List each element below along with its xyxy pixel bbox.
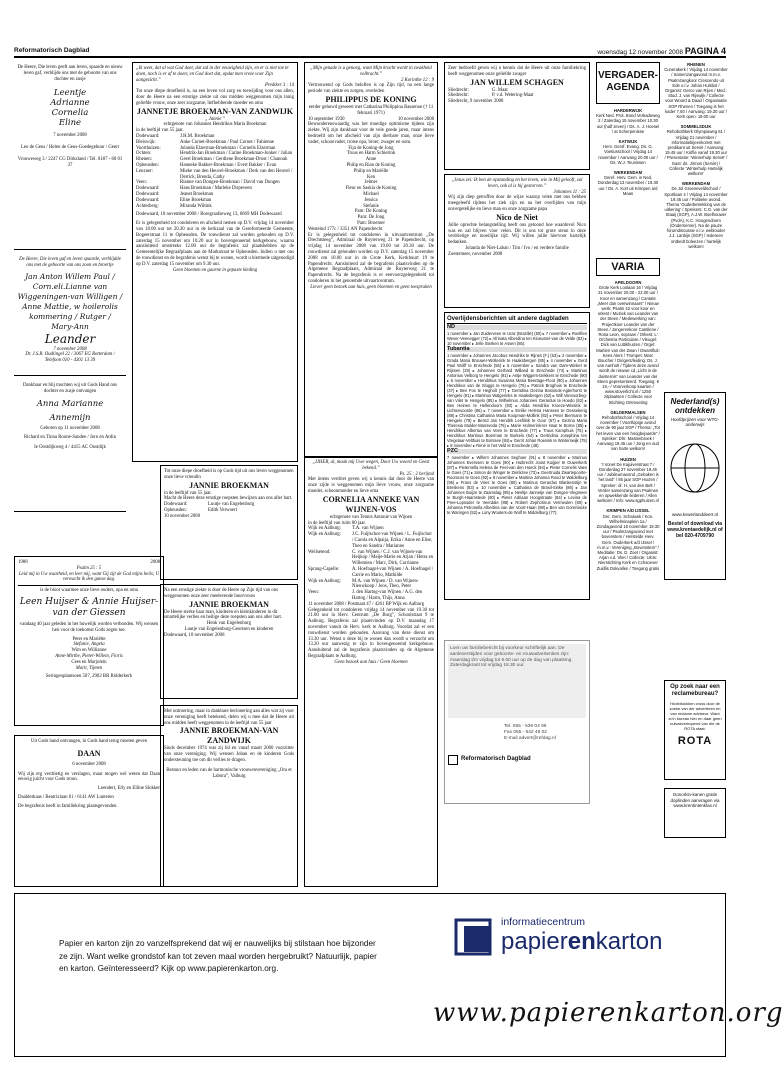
family-member: Fija de Koning-de Jong	[348, 145, 394, 151]
agenda-list	[596, 108, 660, 256]
obituary-overview	[444, 312, 590, 600]
verse-reference: Prediker 3 : 14	[265, 83, 294, 89]
notice-date: 6 november 2008	[72, 761, 106, 767]
family-list	[308, 526, 434, 601]
notice-body: Sinds december 1974 was zij lid en vanaf maart 2000 voorzitter van onze vereniging. Wij wensen Johan en de kinderen Gods ondersteuning toe om dit verlies te dragen.	[164, 746, 294, 763]
deceased-name: JANNIE BROEKMAN	[189, 599, 269, 609]
agenda-place: WERKENDAM	[681, 181, 711, 187]
family-row	[136, 169, 294, 181]
family-row	[308, 567, 434, 579]
notice-intro: Tot onze diepe droefheid is, na een leven vol zorg en toewijding voor ons allen, door de Heere na een ernstige ziekte uit ons midden weggenomen mijn innig geliefde vrouw, onze zeer zorgzame, liefhebbende moeder en oma	[136, 89, 294, 106]
death-date: 10 november 2008	[398, 116, 434, 122]
ad-email: E-mail advert@refdag.nl	[504, 735, 556, 741]
death-notice-jannetje	[132, 62, 298, 462]
parents: Leo de Geus / Helen de Geus-Goedegebuur / Geert	[20, 145, 120, 151]
family-names: Miranda Wiltink	[180, 203, 212, 209]
age: in de leeftijd van 55 jaar.	[136, 128, 184, 134]
family-member: Anne	[365, 157, 377, 163]
sibling-name: Annemijn	[49, 412, 91, 423]
family-place: Dodewaard:	[164, 502, 188, 508]
notice-date: 11 november 2008 / Postmaat 47 / 4261 BP Wijk en Aalburg	[308, 601, 425, 607]
verse: „Jezus zei: Ik ben de opstanding en het leven, wie in Mij gelooft, zal leven, ook al is hij gestorven.”	[451, 178, 583, 189]
ad-logo	[448, 755, 586, 765]
death-notice-neighbour	[160, 584, 298, 699]
overview-title: Overlijdensberichten uit andere dagbladen	[447, 315, 587, 324]
family-names: M.A. van Wijnen / D. van Wijnen-Nieuwkoop / Joos, Theo, Peter	[352, 578, 419, 590]
agenda-place: SOMMELSDIJK	[680, 124, 712, 130]
notice-text: is de bloot waarmee onze lieve ouders, opa en oma	[40, 588, 138, 594]
overview-text-pzc: 7 november ▸ Willem Johannes Seghoer (91) ▸ 8 november ▸ Marinus Johannes Everssen te Goes (90) ▸ Huibrecht Joost Kuijper te Ouwerkerk (87) ▸ Pieternella Helena de Feel-van den Hoeck (94) ▸ Pieter Cornelis Vaes te Goes (71) ▸ Simon de Winger te Zeirikzee (73) ▸ Geertruida Zwartepoorte-Roomcos te Goes (92) ▸ 9 november ▸ Martina Johanna Rood te Waldelburg (95) ▸ Frans de Vries te Goes (80) ▸ Marinus Gerardus Blankenstijn te Breskens (83) ▸ 10 november ▸ Catharina de Brasil-Sinke (86) ▸ Jan Johannes Buijze te Zaamslag (95) ▸ Neeltje Jannetje van Dongen-Vlegmeer te Burgh-Haamstede (80) ▸ Pieter Adriaan Hoogstraate (84) ▸ Levina de Pree-Lopsoder te Veerdale (88) ▸ Robert Zephorinus Vermeulen (80) ▸ Johanna Petronella Albertina van der Voort-Haan (98) ▸ Ben van Gorenlacke te Waringen (52) ▸ Lony Wouters-de Wolf te Middelburg (77).	[447, 455, 587, 515]
deceased-name: Nico de Niet	[496, 212, 538, 222]
notice-text: Dankbaar en blij mochten wij uit Gods Hand ons dochter en zusje ontvangen	[22, 383, 118, 394]
agenda-place: HUIZEN	[620, 456, 636, 462]
section-pzc: PZC	[447, 449, 587, 454]
family-names: P. v.d. Wetering-Maat	[492, 93, 534, 99]
notice-intro: Zeer bedroefd geven wij u kennis dat de Heere uit onze familiekring heeft weggenomen onze geliefde zwager	[448, 66, 586, 77]
family-place: Dodewaard:	[136, 191, 160, 197]
address: Westeind 177c / 3351 AN Papendrecht	[308, 226, 383, 232]
family-member: Pam: De Jong	[357, 215, 385, 221]
family-place: Dodewaard:	[136, 186, 160, 192]
ad-logo-text: Reformatorisch Dagblad	[461, 756, 531, 763]
family-place: Wijk en Aalburg:	[308, 532, 342, 538]
family-place: Ochten:	[136, 151, 152, 157]
psalm-verse: Leid mij in Uw waarheid, en leer mij, want Gij zijt de God mijns heils; U verwacht ik den ganse dag.	[18, 571, 160, 583]
death-notice-association	[160, 705, 298, 887]
family-member: Stefanie, Angela	[73, 642, 105, 648]
notice-date: Dodewaard, 10 november 2008 / Boregraafseweg 13, 6669 MH Dodewaard	[136, 212, 282, 218]
birth-notice-leentje	[14, 62, 126, 250]
notice-tail: Geen bloemen en gaarne in gepaste kleding	[172, 267, 258, 273]
verse-reference: Johannes 11 : 25	[553, 189, 586, 195]
agenda-place: RHENEN	[687, 62, 705, 67]
brand-name	[501, 928, 662, 956]
agenda-details: 't Vonet De Kajuiverstraat 7 / Donderdag 27 november 19.45 uur / Jubileumavond „Gebaken is het land” / 85 jaar SGP Huizen / Spreker: dr. H. van den Belt / Verder samenzang van Psalmen en opwekkende liederen / Allen welkom! / Info: www.sgphuizen.nl	[597, 461, 659, 504]
death-notice-jan-willem	[444, 62, 590, 170]
notice-tail: De begrafenis heeft in familiekring plaatsgevonden.	[18, 803, 118, 809]
death-notice-friend	[160, 465, 298, 580]
agenda-details: Geref. Herv. Gem. in Ned. Donderdag 13 november / 19.30 uur / Ds. A. Kort uit Krimpen a/d Maas	[597, 175, 659, 196]
family-list	[448, 88, 586, 100]
family-member: Philip en Rian de Koning	[346, 162, 396, 168]
papier-en-karton-logo-icon	[450, 912, 500, 962]
family-place: Wellsetend:	[308, 549, 331, 555]
brand-top: informatiecentrum	[501, 916, 586, 928]
notice-body: Bewonderenswaardig was het moedige optimisme tijdens zijn ziekte. Wij zijn dankbaar voor de vele goede jaren, maar intens bedroefd om het afscheid van zijn dierbare man, onze lieve vader, schoonvader, trotse opa, broer, zwager en oom.	[308, 122, 434, 145]
page-header	[14, 44, 726, 58]
family-list	[308, 146, 434, 227]
agenda-item	[596, 508, 660, 570]
agenda-details: Kerk Ned. Prot. Bond Verkadeweg 2 / Zaterdag 15 november 10.30 uur (half zeven) / Ds. A. J. Hoesel / at Scherpenisse	[596, 113, 660, 134]
verse: „Ik weet, dat al wat God doet, dat zal in der eeuwigheid zijn, en er is niet toe te doen, noch is er af te doen; en God doet dat, opdat men vreze voor Zijn aangezicht.”	[136, 66, 289, 83]
agenda-details: Rehobothkerk Olympiaweg 61 / Vrijdag 21 november / Informatiebijeenkomst met predikant uit Servië / Aanvang: 19.45 uur / Koffie vanaf 19.30 uur / Presentatie: ‘Winterhulp Servië’ / Gast: ds. Jirmos (Servië) / Collecte ‘Winterhulp Hartelijk welkom!’	[664, 129, 728, 177]
signature: Bestuur en leden van de harmonische vrouwenvereniging „Ora et Labora”, Valburg	[166, 767, 292, 779]
varia-title: VARIA	[596, 258, 660, 276]
agenda-item	[596, 410, 660, 452]
birth-notice-anna	[14, 380, 126, 512]
spouse: echtgenote van Teunis Antonie van Wijnen	[329, 514, 413, 520]
notice-body-2: Jullie oprechte belangstelling heeft ons getoond hoe waardevol Nico was en zal blijven voor velen. Dit is ons tot grote steun in deze verdrietige en moeilijke tijd. Wij willen jullie hiervoor hartelijk bedanken.	[448, 222, 586, 246]
notice-intro: Met ontroering, maar in dankbare herinnering aan alles wat zij voor onze vereniging heeft betekend, delen wij u mee dat de Heere uit ons midden heeft weggenomen in de leeftijd van 55 jaar	[164, 709, 294, 726]
family-member: Michael	[363, 191, 379, 197]
family-member: Peter en Mariëtte	[72, 636, 106, 642]
ad-contact: Bestel of download via www.krentaedelijk.nl of bel 020-4709790	[667, 521, 723, 539]
children-list	[18, 637, 160, 672]
notice-date: Sliedrecht, 9 november 2008	[448, 99, 504, 105]
family-names: Jolanda Elzerman-Broekman / Cornelis Elzerman	[180, 145, 276, 151]
notice-body: Wij zijn diep getroffen door de wijze waarop velen met ons hebben meegeleefd tijdens het ziek zijn en na het overlijden van mijn onvergetelijke en lieve man en onze zorgzame papa	[448, 195, 586, 212]
address: Ie Oostdijkweg 4 / 4415 AC Oostdijk	[34, 445, 106, 451]
brand-word-2: en	[567, 928, 596, 955]
notice-body: De Heere sterke haar man, kinderen en kleinkinderen in dit smartelijke verlies en heilige deze roepsten aan ons aller hart.	[164, 609, 283, 621]
ad-subtitle: Hoofdprijzen voor WTG-anderwijs	[670, 417, 720, 427]
ad-nederland-ontdekken[interactable]	[664, 392, 726, 580]
deceased-name: JAN WILLEM SCHAGEN	[470, 77, 564, 87]
family-names: C. van Wijnen / C.J. van Wijnen-van Heijkop / Meije-Marie en Arjan / Hetra en Willemien / Marc, Dirk, Corrianne	[352, 549, 434, 567]
ad-phone: Tel. 055 - 539 04 99	[504, 724, 547, 729]
notice-intro: Vertrouwend op Gods beloften is op Zijn tijd, na een lange periode van ziekte en zorgen, overleden	[308, 83, 434, 95]
ad-reclamebureau[interactable]	[664, 680, 726, 780]
agenda-details: Rehobothschool / Vrijdag 14 november / Voortlopige avond over de 90 jaar SGP / Thema: „Tot het leven van een hoogbejaarde” / Spreker: Dhr. Mastenbroek / Aanvang 19.45 uur / Jong en oud van harte welkom!	[596, 415, 660, 452]
family-names: Jeanet Broekman	[180, 191, 214, 197]
notice-date: 7 november 2008	[53, 346, 87, 352]
notice-text: De Heere, Die leven gaf en leven spaarde, verblijdde ons met de geboorte van ons zoon en broertje	[19, 257, 121, 268]
child-name: Eline	[58, 118, 82, 129]
family-place: Sprang-Capelle:	[308, 566, 340, 572]
age: in de leeftijd van 55 jaar.	[164, 490, 212, 496]
page-info	[597, 46, 726, 56]
notice-body: Wij zijn erg verdrietig en verslagen, maar mogen wel weten dat Daan eeuwig juicht voor Gods troon.	[18, 771, 160, 783]
family-place: Sliedrecht:	[448, 87, 469, 93]
advertising-info-box	[444, 640, 590, 804]
varia-list	[596, 280, 660, 770]
family-names: G. Maat	[492, 87, 508, 93]
death-notice-cornelia	[304, 456, 438, 887]
family-member: Stefanie	[363, 203, 379, 209]
family-row	[308, 550, 434, 567]
family-names: Hendrik-Jan Broekman / Carine Broekman-Jonker / Julian	[180, 151, 293, 157]
signature: Luutje van Engelenburg-Geurtsen en kinderen	[184, 626, 274, 632]
death-notice-philippus	[304, 62, 438, 458]
brand-word-1: papier	[501, 928, 568, 955]
family-names: Eline Broekman	[180, 197, 212, 203]
parents: Richard en Tinna Boone-Sandee / Jorn en Ardin	[23, 435, 117, 441]
family-names: Jan Anton Willem Paul / Corn.eli.Lianne van Wiggeningen-van Willigen / Anne Mattie, w hoilerolis kommering / Rutger / Mary-Ann	[17, 271, 123, 331]
deceased-name: CORNELIA ANNEKE VAN WIJNEN-VOS	[322, 494, 420, 514]
ad-body: Hoofdstukken cross door de zoeke van der adverteren en van reclame adviseur. Want zo'n bureau hier en daar geen nulvakverkopend van die de ROTA staat.	[668, 701, 722, 731]
notice-intro: Met intens verdriet geven wij u kennis dat door de Heere van onze zijde is weggenomen mijn lieve vrouw, onze zorgzame moeder, schoonmoeder en lieve oma	[308, 477, 434, 494]
signature: Leendert, Elly en Elline Slokker	[98, 786, 160, 792]
agenda-details: Ger. Gem. Schaluwk / Kon. Wilhelminaplein 1a / Zondagavond 16 november 19.30 uur / Psalmzangavond met bovenstem / Herstelde Herv. Gem. Ouderkerk a/d IJssel / m.m.v.: Vereniging „Bovenstem” / Meditatie: Ds. D. Zoet / Organist: Arjan v.d. Vliet / Collecte: Ulcts: Nierstichting Kerk en Cchsoever Zuidlis Dokvallen / Toegang gratis	[596, 513, 660, 571]
notice-text: De Heere, Die leven geeft aan leven, spaarde en nieuw leven gaf, verblijde ons met de geboorte van ons dochter en zusje	[17, 65, 123, 82]
notice-body: Gelegenheid tot condoleren vrijdag 14 november van 19.30 tot 21.00 uur in Herv. Centrum „De Burg”, Schoolstraat 9 te Aalburg. Begrafenis zal plaatsvinden op D.V. maandag 17 november vanuit de Herv. kerk te Aalburg. Voordat zal er een rouwdienst worden gehouden. Aanvang van deze dienst om 13.30 uur. Wenst u deze bij te wonen dan wordt u verzocht om 13.20 uur aanwezig te zijn in bovengenoemd kerkgebouw. Aansluitend zal de begrafenis plaatsvinden op de Algemene Begraafplaats te Aalburg.	[308, 607, 434, 659]
deceased-name: JANNIE BROEKMAN	[189, 480, 269, 490]
verse: „Mijn genade is u genoeg, want Mijn kracht wordt in zwakheid volbracht.”	[310, 66, 432, 77]
agenda-item	[596, 139, 660, 165]
agenda-place: KRIMPEN A/D IJSSEL	[606, 508, 650, 514]
notice-intro: Na een ernstige ziekte is door de Heere op Zijn tijd van ons weggenomen onze zeer meelevende buurvrouw	[164, 588, 279, 599]
family-place: Bleiswijk:	[136, 139, 156, 145]
agenda-place: HARDERWIJK	[613, 108, 643, 113]
psalm-reference: Psalm 25 : 5	[76, 565, 102, 571]
notice-body-2: Er is gelegenheid tot condoleren in uitvaartcentrum „De Drechtsteeg”, Admiraal de Ruyterweg 21 te Papendrecht, op vrijdag 14 november 2008 van 19.00 tot 20.30 uur. De rouwdienst zal gehouden worden op D.V. zaterdag 15 november 2008 om 10.00 uur in de Grote Kerk, Kerkbuurt 19 te Papendrecht. Aansluitend zal de begrafenis plaatsvinden op de Algemene Begraafplaats, Admiraal de Ruyterweg 21 te Papendrecht. Na de begrafenis is er eenvoorzgelegenheid tot condoleren in het genoemde uitvaartcentrum.	[308, 232, 434, 284]
deceased-name: PHILIPPUS DE KONING	[325, 94, 417, 104]
family-place: Achterberg:	[136, 203, 159, 209]
family-names: J.C. Fuijlschot-van Wijnen / L. Fuijlschot / Carola en Alpaija, Erika / Anne en Elise, Theo en Sandra / Marianne	[352, 532, 433, 549]
notice-date: 7 november 2008	[53, 133, 87, 139]
birth-date: 10 september 1930	[308, 116, 345, 122]
agenda-item	[596, 108, 660, 134]
family-place: Lenzner:	[136, 168, 154, 174]
overview-text-nd: 1 november ▸ Jan Zuiderveen te Uraz (Brazilië) (50) ▸ 7 november ▸ Roelfien Wever-Veenegger (72) ▸ Afrinata Alberdina ten Kloeuster-van de Velde (82) ▸ 10 november ▸ Jelle Sterken te Assen (85).	[447, 331, 587, 346]
section-tubantia: Tubantia	[447, 347, 587, 352]
family-names: Anke Cornet-Broekman / Paul Cornet / Fabienne	[180, 139, 275, 145]
family-place: Voorthuizen:	[136, 145, 161, 151]
agenda-details: De Jol Groeneveldschool / Sportlaan 4 / Vrijdag 14 november 19.45 uur / Politieke avond. Thema ‘Ouderbetrekking van de uitkering’ / Sprekers: C.G. van der Staaij (SGP), A.J.W. Boelhouwer (PvdA), K.C. Hoogendoorn (Ondernemer). Na de pauze forumdiscussie o.l.v. weblouder J.J. Lanbijn (SGP) / Iedereen ontbedt boleezen / hartelijk welkom!	[664, 186, 728, 249]
paper-logo-icon	[448, 755, 458, 765]
agenda-item	[664, 181, 728, 249]
family-member: Wim en Willianne	[71, 648, 107, 654]
agenda-details: Cunerakerk / Vrijdag 14 november / Samenzangavond m.m.v. Psalmzangkoor Crescendo uit Ede o.l.v. Johan Hulsbol / Organist: Gerco van Rijen / Med.: Stud. J. van Rijswijk / Collecte voor Woord & Daad / Organisatie SGP Rhenen / Toegang is het kader 7,50 / Aanvang: 19.30 uur / Kerk open: 19.00 uur	[664, 67, 728, 120]
family-row	[308, 590, 434, 602]
page-number: 4	[720, 46, 726, 56]
child-name: Cornelia	[51, 108, 89, 119]
child-name: Adrianne	[50, 98, 90, 109]
family-names: J. den Hartog-van Wijnen / A.G. den Hartog / Harm, Thijs, Anna	[352, 590, 423, 601]
year-end: 2008	[150, 560, 160, 565]
family-place: Sliedrecht:	[448, 93, 469, 99]
brand-url[interactable]: www.papierenkarton.org	[433, 998, 784, 1028]
family-row	[308, 579, 434, 591]
bottom-advertisement[interactable]	[14, 893, 784, 1057]
family-list	[164, 502, 294, 514]
family-place: Wijk en Aalburg:	[308, 578, 342, 584]
family-member: Anne-Mirthe, Pieter-Willem, Floris	[55, 653, 123, 659]
family-place: Dodewaard:	[136, 197, 160, 203]
couple-names: Leen Huijser & Annie Huijser-van der Giessen	[19, 596, 159, 618]
address: Vrouweweg 3 / 2247 CG Dirksland / Tel. 0187 - 60 01 37	[17, 156, 123, 168]
page-label: PAGINA	[684, 46, 720, 56]
ad-web: www.kvwerlanddeert.nl	[671, 512, 719, 517]
section-nd: ND	[447, 325, 587, 330]
signature: Henk van Engelenburg	[206, 621, 252, 627]
notice-date: Zoetermeer, november 2008	[448, 251, 503, 257]
verse-reference: 2 Korinthe 12 : 9	[400, 77, 434, 83]
globe-icon	[667, 433, 723, 503]
family-names: Luutje van Engelenburg	[208, 502, 255, 508]
agenda-item	[596, 280, 660, 405]
family-names: A. Hoefnagel-van Wijnen / A. Hoefnagel / Carrie en Mario, Mathilde	[352, 566, 434, 578]
notice-text: Uit Gods hand ontvangen, in Gods hand terug moeten geven	[30, 739, 148, 744]
death-notice-daan	[14, 735, 164, 887]
family-place: Opheusden:	[164, 507, 187, 513]
agenda-item	[664, 124, 728, 176]
signature: Jolanda de Niet-Laban / Tim / Ivo / en verdere familie	[465, 245, 569, 251]
family-names: Hans Broekman / Marleke Dirpeveen	[180, 186, 252, 192]
notice-body: Macht de Heere deze ernstige roepsten bewijzen aan ons aller hart.	[164, 496, 293, 502]
agenda-place: KATWIJK	[618, 139, 638, 145]
overview-text-tubantia: 1 november ▸ Johannes Jacobus Hendriks te Rijnes (F.) (63) ▸ 2 november ▸ Grada Maria Brouwer-Wolterink te Haaksbergen (85) ▸ 4 november ▸ Gerd Paul Wolff te Enschede (56) ▸ 5 november ▸ Sandra van Dam-Winkel te Rijssen (29) ▸ Johannes Gerhard Willand te Enschede (74) ▸ Martinus Antonius Velborg te Hengelo (91) ▸ Antje Wiggers-Dekkers te Enschede (90) ▸ 6 november ▸ Hendrikus Susanna Maria Beertage-Floot (90) ▸ Johannes Hendrikus van de Sluggs te Hengelo (75) ▸ Patrick Broghuis te Enschede (37) ▸ Ben Fox te Hegholt (77) ▸ Gertidina Gezina Bossinok-Agterhorst te Hengelo (91) ▸ Martinus Walgerinks te Haaksbergen (62) ▸ Will Vanvoorbeg-van Vilet te Hengelo (85) ▸ Wilhelmus Johannes Gerardus te Hoedo (82) ▸ Ben Heinen te Hellendoorn (83) ▸ Alida Hendrika Kroeze-Wissink te Lichtenvoorde (86) ▸ 7 november ▸ Emilie Helena Hanssen te Oessekerig (88) ▸ Christina Catharina Maria Koopman-Mollink (82) ▸ Peter Biermann te Hengelo (78) ▸ Bernd Jan Hendrik Lesfilink te Goor (67) ▸ Gezina Maria Theresia Mulder-Mansveda (76) ▸ Marie Holmerink-ter Haar te Borne (85) ▸ Hendrikus Albertus van Veen te Enschede (77) ▸ Truus Kamphuis (75) ▸ Hendrikus Martinus Boerman te Borkelo (64) ▸ Gertridina Josephina ten Vregelaar-Velthuis te Borssee (84) ▸ Gerrit Johan Roesink te Winterswijk (75) ▸ 8 november ▸ René in het Veld te Enschede (48).	[447, 353, 588, 448]
deceased-name: JANNIE BROEKMAN-VAN ZANDWIJK	[179, 726, 279, 746]
ad-title: Nederland(s) ontdekken	[670, 397, 720, 415]
family-member: Marit, Tijmen	[75, 665, 103, 671]
notice-body: vandaag 40 jaar geleden in het huwelijk worden verbonden. Wij wensen hen voor de toekomst Gods zegen toe.	[19, 621, 159, 633]
child-name: Leander	[44, 331, 96, 346]
year-start: 1988	[18, 560, 28, 565]
agenda-place: GELDERMALSEN	[610, 409, 646, 415]
nickname: „ Jannie ”	[204, 116, 226, 122]
family-member: Ken	[367, 174, 375, 180]
family-member: Pam: De Koning	[354, 209, 388, 215]
thanks-notice-nico	[444, 174, 590, 308]
birth-date: Geboren op 11 november 2008	[40, 425, 100, 431]
family-names: Mieke van den Heuvel-Broekman / Derk van den Heuvel / Derrick, Brenda, Cathy	[180, 168, 293, 180]
agenda-item	[596, 457, 660, 504]
ad-donorkin[interactable]: Donorkin-kanen gratis doplinden aanvragen via www.krentintenklas.nl	[664, 788, 726, 838]
deceased-name: JANNETJE BROEKMAN-VAN ZANDWIJK	[136, 106, 294, 116]
family-place: Dodewaard:	[136, 133, 160, 139]
brand-word-3: karton	[595, 928, 663, 955]
paper-name: Reformatorisch Dagblad	[14, 47, 90, 54]
family-place: Veen:	[136, 180, 147, 186]
agenda-item	[664, 62, 728, 119]
notice-tail: Geen bezoek aan huis / Geen bloemen	[334, 659, 408, 665]
family-member: Philip en Mariëlle	[353, 168, 389, 174]
family-place: Veen:	[308, 590, 319, 596]
family-member: Pam: Broemer	[357, 220, 385, 226]
ad-title: Op zoek naar een reclamebureau?	[670, 684, 720, 697]
family-list	[136, 134, 294, 209]
agenda-list-2	[664, 62, 728, 390]
bottom-ad-text: Papier en karton zijn zo vanzelfsprekend dat wij er nauwelijks bij stilstaan hoe bijzonder ze zijn. Want welke grondstof kan tot zeven maal worden hergebruikt? Natuurlijk, papier en karton. Geïnteresseerd? Kijk op www.papierenkarton.org.	[59, 939, 377, 973]
deceased-name: DAAN	[77, 748, 101, 758]
family-names: Hanneke Bakker-Broekman / Evert Bakker / Evan	[180, 162, 277, 168]
family-row	[308, 532, 434, 549]
notice-tail: Liever geen bezoek aan huis, geen bloemen en geen toespraken	[310, 284, 432, 290]
agenda-details: Grote Kerk Loolaan 16 / Vrijdag 21 november 20.00 - 22.00 uur / Koor en samenzang / Cantate „Meer dan overwinnaars” / Nieuw werk: Psalm 42 voor koor en orkest / Muziek van Leander van der Steen / Medewerking van: Projectkoor Leander van der Steen / Jongerenkoor Cantilene / Rosa Leon, sopraan / Orkest: L' Orchestra Particulare / Vleugel: Dick van Luttikhuizen / Orgel: Martien van der Zwan / Dwarsfluit: Kees Alers / Trompet: Marc Boucher / Dirigent/leiding: Ds. J. van Aanholt / Tijdens deze avond wordt de nieuwe cd „Licht in de duisternis” van Leander van der Steen gepresenteerd. Toegang: € 19,- / Voorverkoop kaarten / www.stoverlicht.nl / 1250 zitplaatsen / Collecte voor Stichting Ontmoeting	[596, 285, 660, 405]
ad-fax: Fax 055 - 542 48 02	[504, 729, 547, 735]
family-place: Opheusden:	[136, 162, 159, 168]
agenda-place: APELDOORN	[614, 280, 642, 285]
family-place: Wijk en Aalburg:	[308, 526, 342, 532]
agenda-details: Herv. Gerof. Evang. Ds. G. Voetiusschool / Vrijdag 14 november / Aanvang 20.00 uur / Ds. W.J. Teunissen	[598, 144, 658, 165]
family-names: Edith Verwoert	[208, 507, 238, 513]
address: Dr. J.S.R. Oudlingel 22 / 3067 EG Rotterdam / Telefoon 010 - 4301 13 39	[25, 352, 115, 364]
family-member: Truus en Harm Schierink	[346, 151, 396, 157]
notice-date: Dodewaard, 10 november 2008	[164, 632, 225, 638]
address: Daalderkaas / Beatrixlaan 61 / 6141 AW Lunteren	[18, 794, 114, 800]
spouse: eerder gehuwd geweest met Catharina Philippina Bassenoe († 11 februari 1971)	[308, 104, 434, 116]
agenda-place: WERKENDAM	[613, 170, 643, 176]
agenda-item	[596, 170, 660, 196]
notice-body: Er is gelegenheid tot condoleren en afscheid nemen op D.V. vrijdag 14 november van 18.00 uur tot 20.30 uur in de kerkzaal van de Gereformeerde Gemeente, Bogeerstraat 11 te Opheusden. De rouwdienst zal worden gehouden op D.V. zaterdag 15 november om 10.20 uur in bovengenoemd kerkgebouw, waarna aansluitend omstreeks 12.00 uur de begrafenis zal plaatshebben op de Gemeentelijke Begraafplaats aan de Markstraat te Opheusden. Indien u met ons de rouwdienst en de begrafenis wenst bij te wonen, wordt u hiermede uitgenodigd op D.V. zaterdag 15 november om 9.30 uur.	[136, 221, 294, 267]
birth-notice-leander	[14, 254, 126, 376]
family-member: Jelmer	[364, 180, 378, 186]
verse: „IJHER, al, maak mij Uwe wegen, Door Uw woord en Geest bekend.”	[312, 460, 430, 471]
ad-info-text: Loen uw familiebericht bij voorkeur schriftelijk aan. De aanleverstijden voor geboorte- en rouwadvertenties zijn: maandag t/m vrijdag tot 9.00 uur op de dag van plaatsing. Zaterdagkrant tot vrijdag 18.30 uur.	[448, 644, 586, 718]
family-place: Rhenen:	[136, 157, 152, 163]
family-member: Jessica	[364, 197, 378, 203]
child-names	[17, 88, 123, 128]
family-member: Fleur en Saskia de Koning	[345, 186, 397, 192]
child-name: Anna Marianne	[36, 398, 104, 409]
anniversary-notice-huijser	[14, 556, 164, 726]
agenda-title: VERGADER-AGENDA	[596, 62, 660, 104]
verse-reference: Ps. 25 : 2 berijmd	[399, 471, 434, 477]
notice-date: 10 november 2008	[164, 513, 200, 519]
child-name: Leentje	[53, 88, 87, 99]
family-names: Geert Broekman / Gerdiene Broekman-Drost / Channah	[180, 157, 288, 163]
family-names: T.A. van Wijnen	[352, 526, 384, 532]
spouse: echtgenote van Johannes Hendrikus Maria Broekman	[163, 122, 267, 128]
family-names: Rianne van Dongen-Broekman / David van Dongen	[180, 180, 280, 186]
family-names: J.H.M. Broekman	[180, 133, 215, 139]
family-member: Cees en Marjolein	[71, 659, 107, 665]
notice-intro: Tot onze diepe droefheid is op Gods tijd uit ons leven weggenomen onze lieve vriendin	[164, 469, 294, 480]
address: Seringenplantsoen 507, 2902 BR Ridderkerk	[45, 674, 133, 680]
age: in de leeftijd van ruim 80 jaar.	[308, 520, 366, 526]
rota-logo: ROTA	[677, 735, 713, 747]
header-date: woensdag 12 november 2008	[597, 49, 684, 56]
